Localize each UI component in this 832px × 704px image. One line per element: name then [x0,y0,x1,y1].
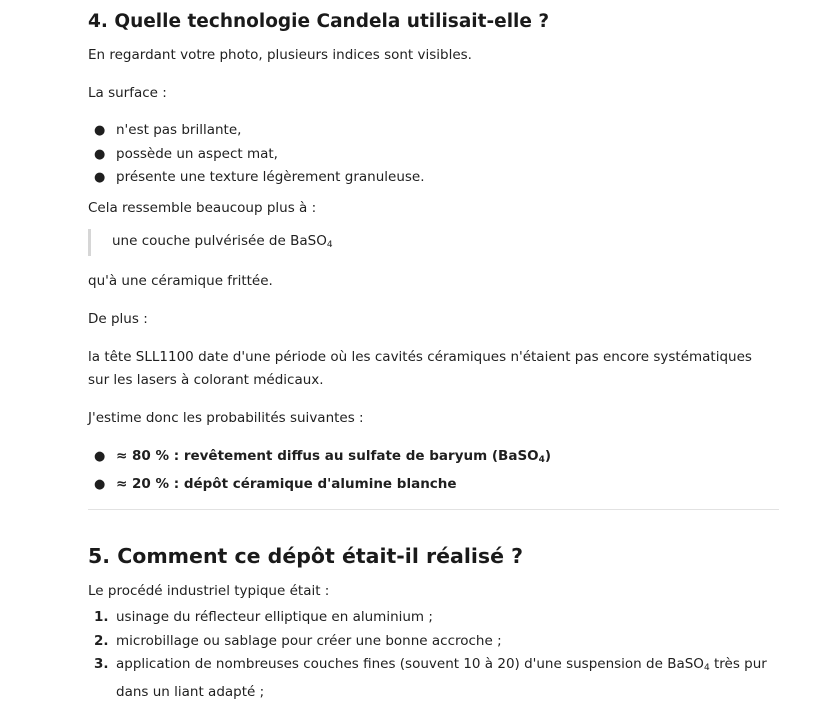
section-5-intro: Le procédé industriel typique était : [88,583,330,599]
section-5-heading: 5. Comment ce dépôt était-il réalisé ? [88,544,524,568]
bullet-icon: ● [94,123,106,138]
bullet-icon: ● [94,146,106,162]
section-4-intro: En regardant votre photo, plusieurs indices sont visibles. [88,47,472,63]
section-4-heading: 4. Quelle technologie Candela utilisait-elle ? [88,11,550,32]
list-item: ● possède un aspect mat, [88,143,425,167]
list-item: 2. microbillage ou sablage pour créer une bonne accroche ; [88,630,780,654]
list-item: ● n'est pas brillante, [88,119,425,143]
ceramic-text: qu'à une céramique frittée. [88,273,273,289]
step-number: 1. [94,609,109,625]
blockquote [88,229,333,256]
probability-list [88,445,551,496]
list-item: ● ≈ 20 % : dépôt céramique d'alumine blanche [88,473,551,497]
process-steps-list [88,606,780,704]
quote-text: une couche pulvérisée de BaSO [112,233,327,249]
list-item: ● ≈ 80 % : revêtement diffus au sulfate de baryum (BaSO$_4$) [88,445,551,473]
surface-list [88,119,425,190]
list-item: 3. application de nombreuses couches fines (souvent 10 à 20) d'une suspension de BaSO$_4$ très pur dans un liant adapté ; [88,653,780,704]
section-divider [88,509,779,510]
list-item: ● présente une texture légèrement granuleuse. [88,166,425,190]
bullet-icon: ● [94,449,106,464]
surface-label: La surface : [88,85,167,101]
resemble-label: Cela ressemble beaucoup plus à : [88,200,317,216]
bullet-icon: ● [94,476,106,492]
step-number: 3. [94,656,109,672]
bullet-icon: ● [94,170,106,185]
step-number: 2. [94,632,109,649]
de-plus-label: De plus : [88,311,148,327]
quote-subscript: 4 [326,240,333,250]
list-item: 1. usinage du réflecteur elliptique en aluminium ; [88,606,780,630]
period-paragraph: la tête SLL1100 date d'une période où les cavités céramiques n'étaient pas encore systématiques sur les lasers à colorant médicaux. [88,349,752,388]
estimate-label: J'estime donc les probabilités suivantes : [88,410,364,426]
